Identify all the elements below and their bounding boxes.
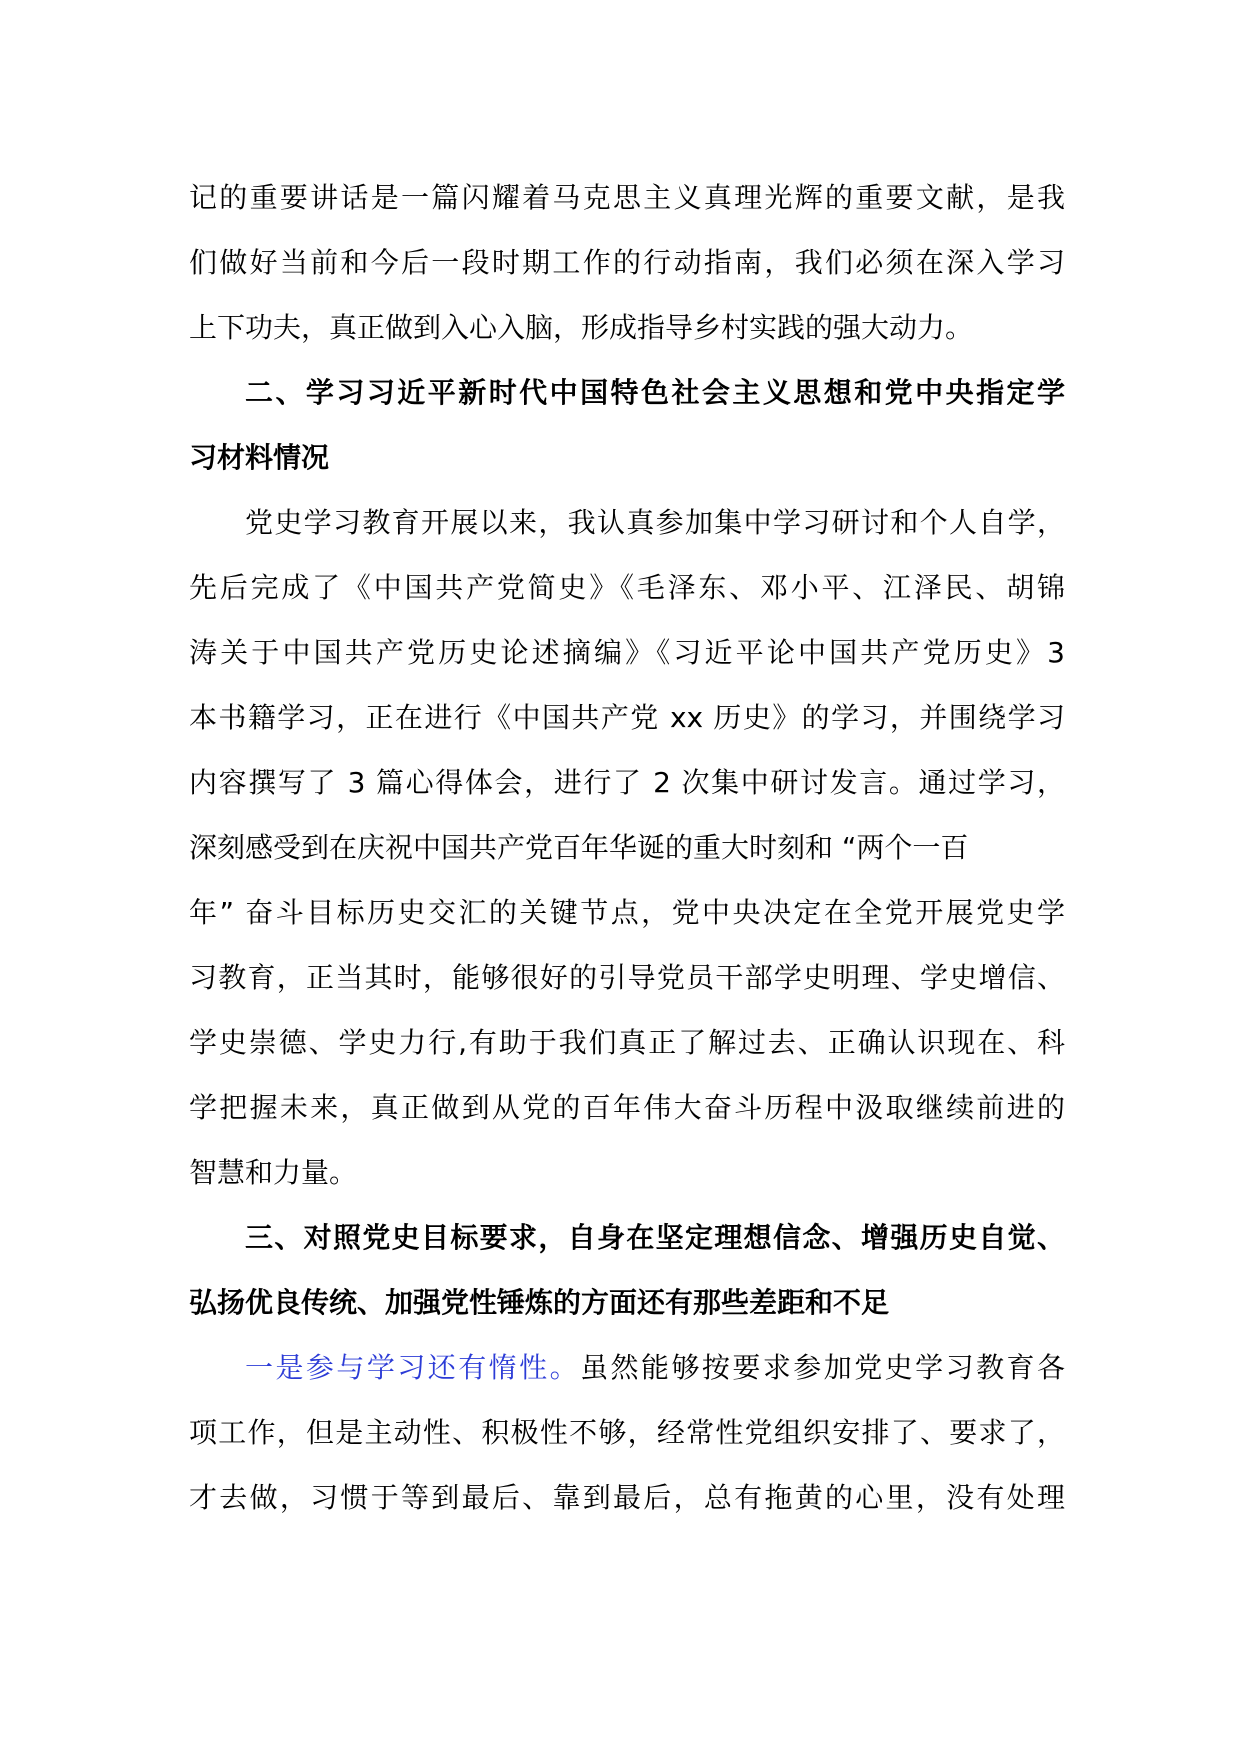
- text-line: 们做好当前和今后一段时期工作的行动指南，我们必须在深入学习: [189, 246, 1065, 279]
- text-line: 深刻感受到在庆祝中国共产党百年华诞的重大时刻和 “两个一百: [189, 831, 969, 864]
- heading-line: 三、对照党史目标要求，自身在坚定理想信念、增强历史自觉、: [245, 1221, 1065, 1254]
- text-line: [189, 1335, 1065, 1400]
- document-page: [189, 165, 1065, 1530]
- text-line: 智慧和力量。: [189, 1156, 358, 1189]
- text-line: 内容撰写了 3 篇心得体会，进行了 2 次集中研讨发言。通过学习，: [189, 766, 1065, 799]
- heading-line: 二、学习习近平新时代中国特色社会主义思想和党中央指定学: [245, 376, 1065, 409]
- heading-line: 习材料情况: [189, 441, 330, 474]
- paragraph-shortcomings: [189, 1335, 1065, 1530]
- text-line: 涛关于中国共产党历史论述摘编》《习近平论中国共产党历史》3: [189, 636, 1065, 669]
- text-line: 先后完成了《中国共产党简史》《毛泽东、邓小平、江泽民、胡锦: [189, 571, 1065, 604]
- text-line: 才去做，习惯于等到最后、靠到最后，总有拖黄的心里，没有处理: [189, 1481, 1065, 1514]
- paragraph-study-materials: [189, 490, 1065, 1205]
- text-line: 记的重要讲话是一篇闪耀着马克思主义真理光辉的重要文献，是我: [189, 181, 1065, 214]
- text-line: 项工作，但是主动性、积极性不够，经常性党组织安排了、要求了，: [189, 1416, 1065, 1449]
- heading-line: 弘扬优良传统、加强党性锤炼的方面还有那些差距和不足: [189, 1286, 890, 1319]
- text-line: 学史崇德、学史力行,有助于我们真正了解过去、正确认识现在、科: [189, 1026, 1065, 1059]
- text-line: 本书籍学习，正在进行《中国共产党 xx 历史》的学习，并围绕学习: [189, 701, 1065, 734]
- text-line: 上下功夫，真正做到入心入脑，形成指导乡村实践的强大动力。: [189, 311, 974, 344]
- section-heading-2: [189, 360, 1065, 490]
- paragraph-continuation: [189, 165, 1065, 360]
- text-line: 习教育，正当其时，能够很好的引导党员干部学史明理、学史增信、: [189, 961, 1065, 994]
- text-line: 年” 奋斗目标历史交汇的关键节点，党中央决定在全党开展党史学: [189, 896, 1065, 929]
- text-line: 学把握未来，真正做到从党的百年伟大奋斗历程中汲取继续前进的: [189, 1091, 1065, 1124]
- text-segment: 虽然能够按要求参加党史学习教育各: [580, 1351, 1065, 1384]
- highlight-subheading: 一是参与学习还有惰性。: [245, 1351, 581, 1384]
- section-heading-3: [189, 1205, 1065, 1335]
- text-line: 党史学习教育开展以来，我认真参加集中学习研讨和个人自学，: [245, 506, 1065, 539]
